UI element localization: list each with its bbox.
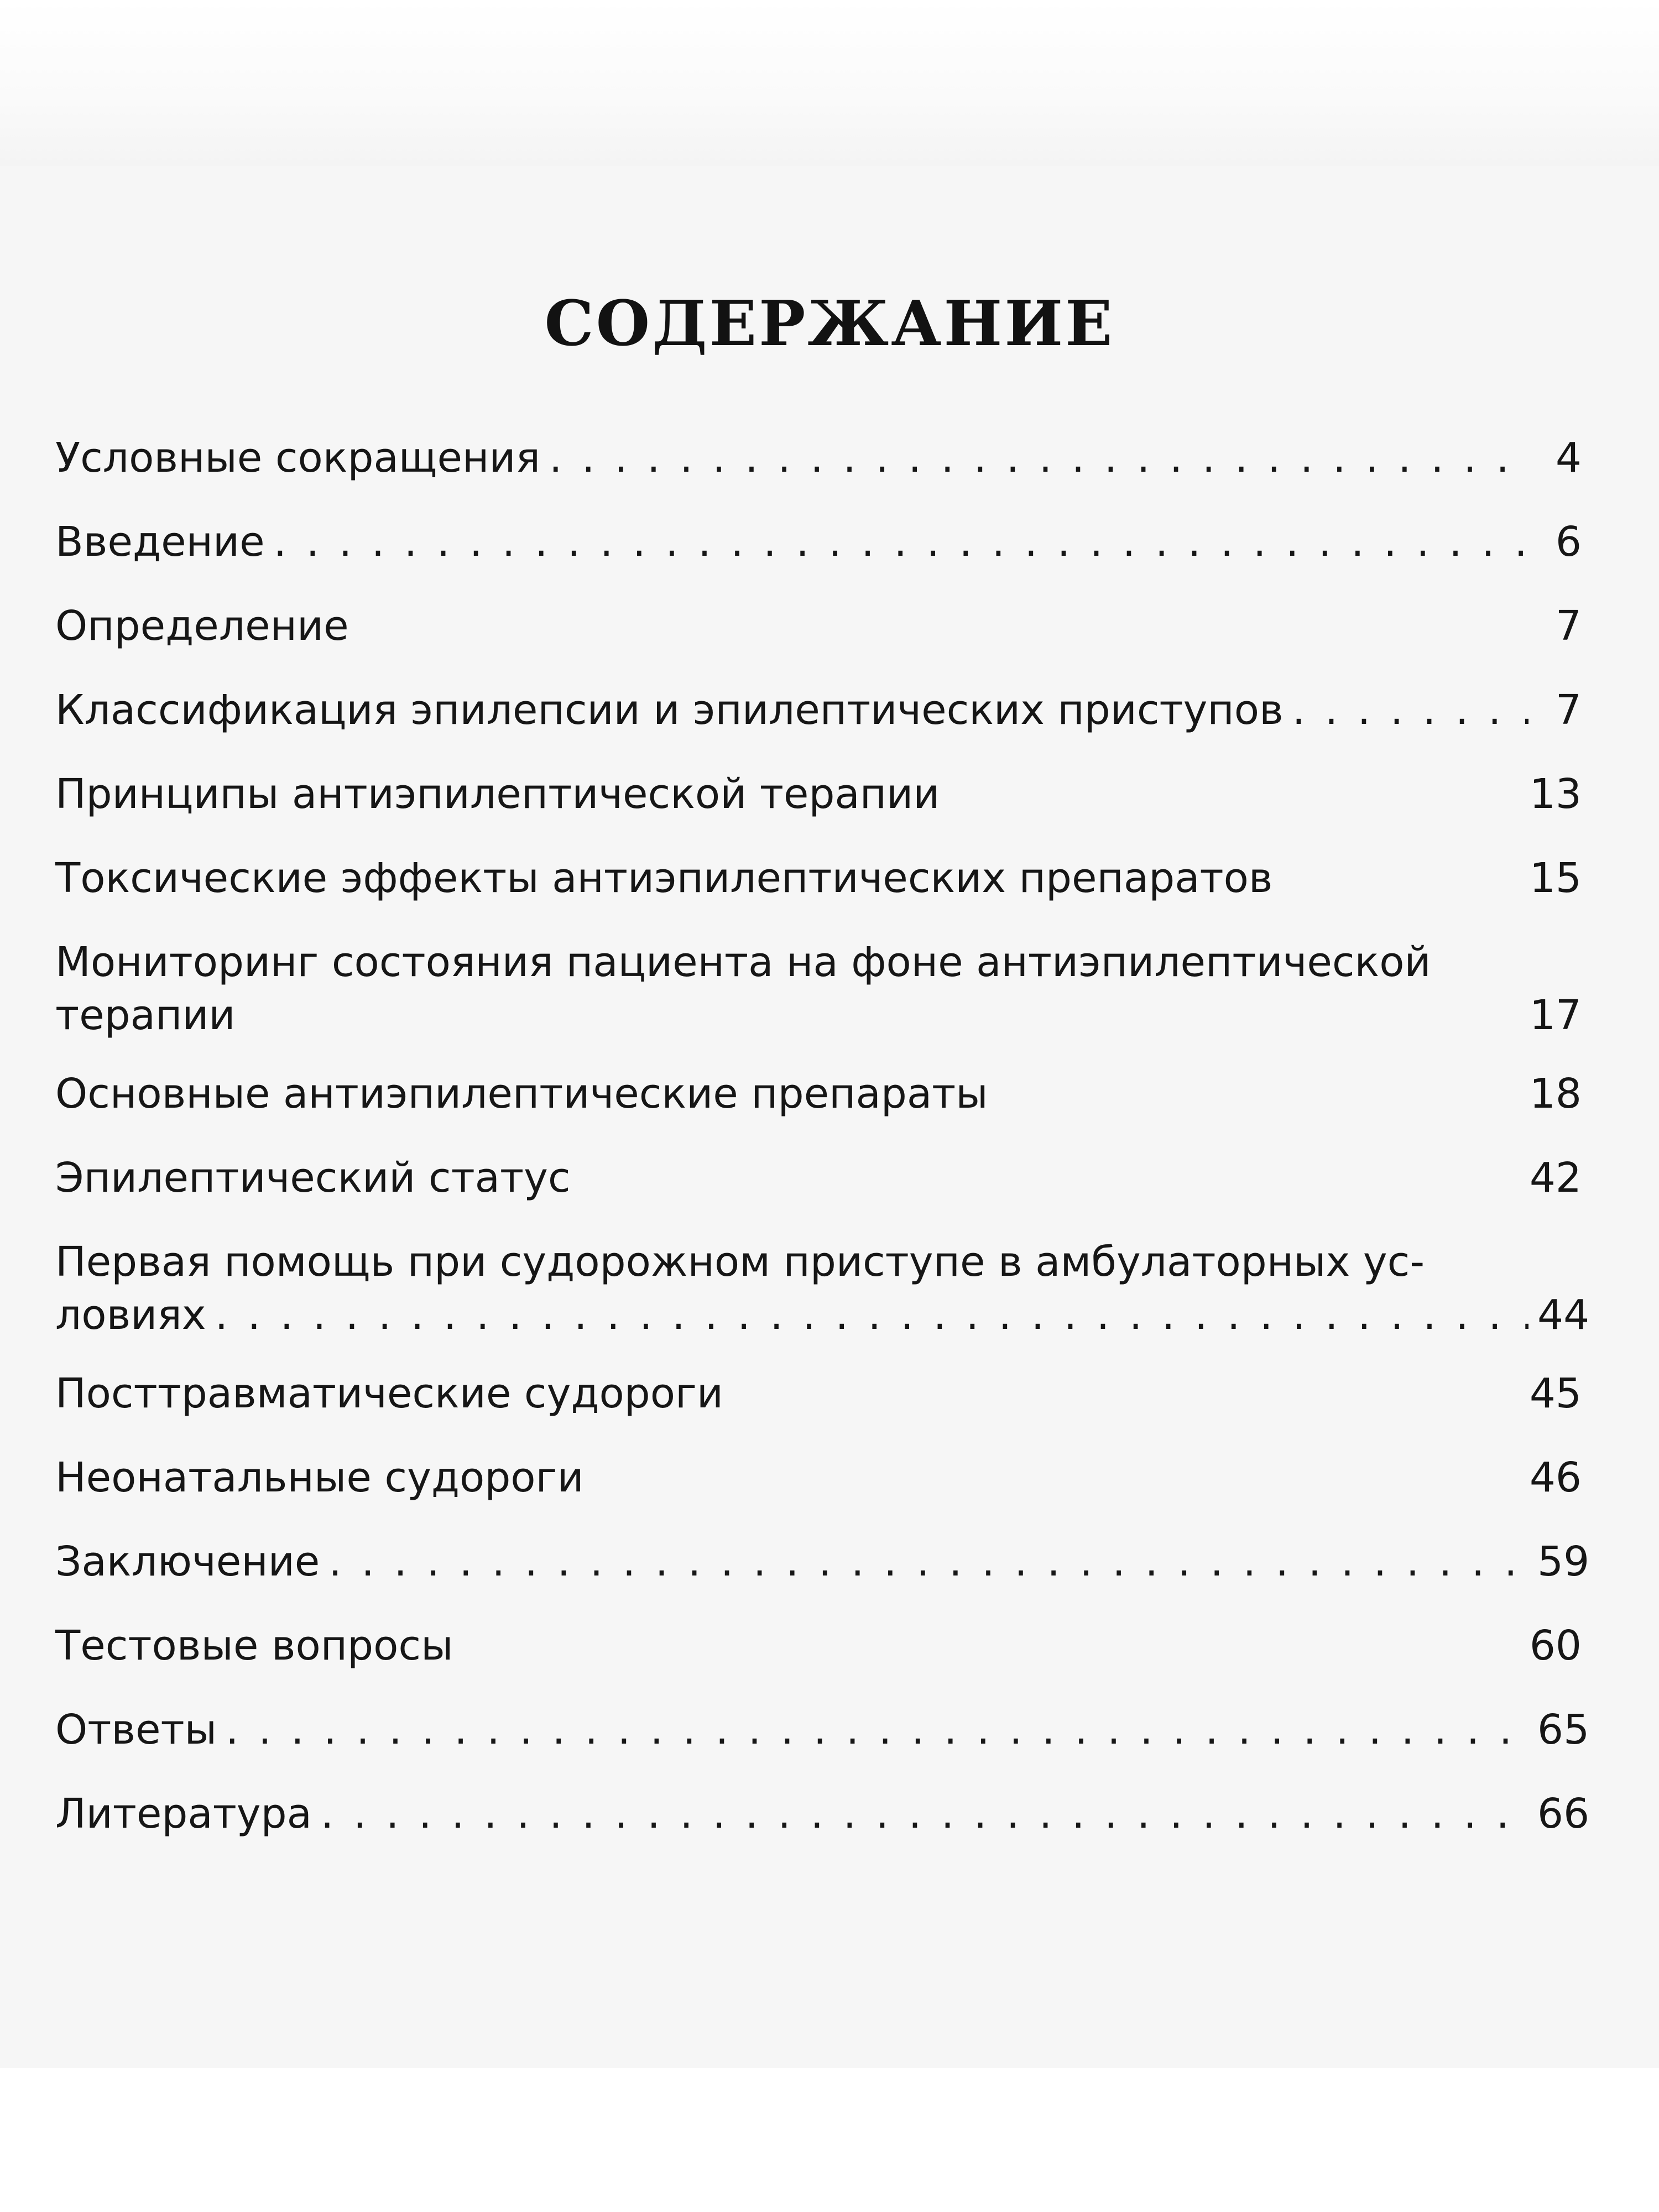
toc-entry-label: терапии xyxy=(55,992,236,1039)
toc-entry xyxy=(55,768,1582,821)
toc-entry xyxy=(55,515,1582,568)
toc-entry xyxy=(55,1067,1582,1120)
page-bottom-margin xyxy=(0,2068,1659,2212)
toc-entry-label: Введение xyxy=(55,518,265,566)
toc-entry-label-line1: Первая помощь при судорожном приступе в амбулаторных ус- xyxy=(55,1238,1425,1286)
toc-entry-label: Эпилептический статус xyxy=(55,1154,571,1202)
toc-entry-label: Неонатальные судороги xyxy=(55,1454,584,1501)
toc-entry xyxy=(55,1235,1590,1342)
toc-entry-page: 7 xyxy=(1555,602,1582,650)
toc-entry-page: 60 xyxy=(1529,1622,1582,1670)
toc-entry xyxy=(55,852,1582,905)
toc-entry-label: Условные сокращения xyxy=(55,434,541,482)
toc-leader-dots xyxy=(274,515,1528,568)
toc-entry xyxy=(55,1151,1582,1204)
toc-entry-page: 17 xyxy=(1529,992,1582,1039)
toc-entry-label: Тестовые вопросы xyxy=(55,1622,453,1670)
toc-entry xyxy=(55,1367,1582,1420)
toc-entry-page: 42 xyxy=(1529,1154,1582,1202)
toc-entry-label: ловиях xyxy=(55,1291,206,1339)
toc-leader-dots xyxy=(549,431,1528,484)
toc-entry xyxy=(55,599,1582,653)
toc-leader-dots xyxy=(321,1787,1528,1840)
toc-entry-label: Принципы антиэпилептической терапии xyxy=(55,770,940,818)
toc-entry-page: 44 xyxy=(1537,1291,1590,1339)
toc-entry-label: Токсические эффекты антиэпилептических препаратов xyxy=(55,854,1273,902)
toc-entry xyxy=(55,1703,1590,1756)
toc-entry-label-line1: Мониторинг состояния пациента на фоне антиэпилептической xyxy=(55,938,1431,986)
toc-entry-page: 7 xyxy=(1555,686,1582,734)
toc-entry-label: Определение xyxy=(55,602,349,650)
toc-entry-page: 59 xyxy=(1537,1538,1590,1585)
toc-entry-label: Основные антиэпилептические препараты xyxy=(55,1070,988,1118)
toc-entry-page: 13 xyxy=(1529,770,1582,818)
page-top-margin xyxy=(0,0,1659,166)
toc-entry-label: Посттравматические судороги xyxy=(55,1370,724,1417)
toc-entry-label: Литература xyxy=(55,1790,312,1838)
toc-entry xyxy=(55,431,1582,484)
toc-entry xyxy=(55,1619,1582,1672)
toc-entry-label: Классификация эпилепсии и эпилептических приступов xyxy=(55,686,1284,734)
toc-leader-dots xyxy=(328,1535,1528,1588)
toc-entry xyxy=(55,1787,1590,1840)
toc-entry-page: 15 xyxy=(1529,854,1582,902)
toc-entry xyxy=(55,936,1582,1042)
toc-entry-page: 4 xyxy=(1555,434,1582,482)
toc-leader-dots xyxy=(1292,684,1528,737)
page-title: СОДЕРЖАНИЕ xyxy=(544,288,1115,360)
toc-entry-label: Заключение xyxy=(55,1538,320,1585)
toc-entry-label: Ответы xyxy=(55,1706,217,1754)
toc-entry-page: 6 xyxy=(1555,518,1582,566)
toc-entry-page: 45 xyxy=(1529,1370,1582,1417)
toc-entry-page: 66 xyxy=(1537,1790,1590,1838)
toc-entry xyxy=(55,1451,1582,1504)
toc-entry xyxy=(55,684,1582,737)
toc-entry-page: 65 xyxy=(1537,1706,1590,1754)
toc-entry-page: 46 xyxy=(1529,1454,1582,1501)
toc-entry-page: 18 xyxy=(1529,1070,1582,1118)
toc-leader-dots xyxy=(215,1288,1528,1342)
toc-entry xyxy=(55,1535,1590,1588)
toc-leader-dots xyxy=(226,1703,1528,1756)
